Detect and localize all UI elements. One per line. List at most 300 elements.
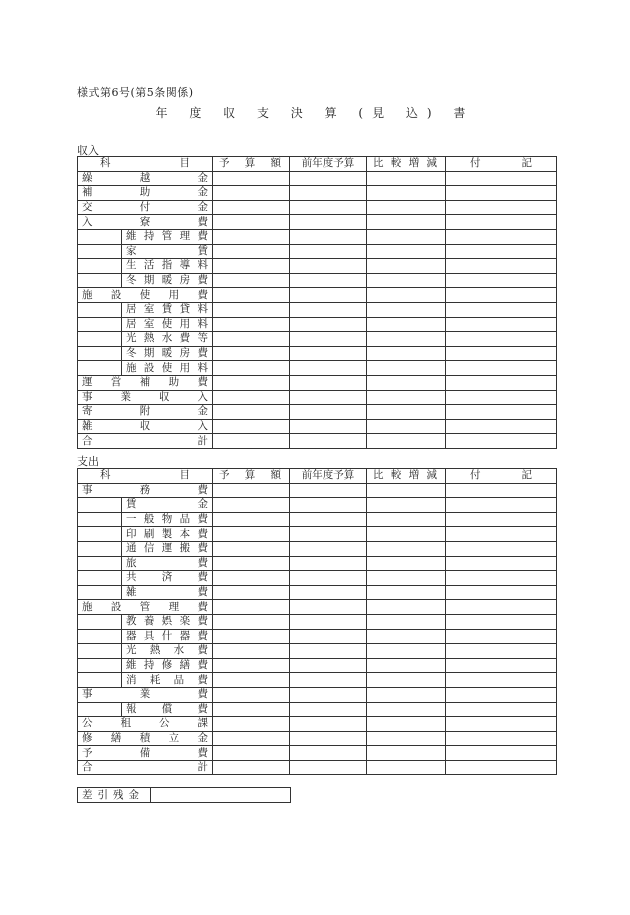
expense-note-cell[interactable] xyxy=(446,483,557,498)
income-note-cell[interactable] xyxy=(446,171,557,186)
income-budget-cell[interactable] xyxy=(213,273,290,288)
expense-compare-cell[interactable] xyxy=(367,614,446,629)
income-indent-cell xyxy=(78,259,122,274)
expense-subitem-label: 消 耗 品 費 xyxy=(126,673,208,686)
expense-budget-cell[interactable] xyxy=(213,498,290,513)
expense-prev-year-cell[interactable] xyxy=(290,483,367,498)
expense-budget-cell[interactable] xyxy=(213,731,290,746)
income-compare-cell[interactable] xyxy=(367,361,446,376)
income-compare-cell[interactable] xyxy=(367,302,446,317)
expense-row xyxy=(78,687,557,702)
income-subitem-cell xyxy=(122,259,213,274)
income-row xyxy=(78,390,557,405)
income-budget-cell[interactable] xyxy=(213,288,290,303)
income-compare-cell[interactable] xyxy=(367,390,446,405)
income-row xyxy=(78,259,557,274)
income-item-cell xyxy=(78,419,213,434)
income-prev-year-cell[interactable] xyxy=(290,200,367,215)
income-row xyxy=(78,244,557,259)
expense-prev-year-cell[interactable] xyxy=(290,585,367,600)
expense-indent-cell xyxy=(78,556,122,571)
expense-subitem-label: 賃 金 xyxy=(126,498,208,511)
expense-note-cell[interactable] xyxy=(446,614,557,629)
expense-budget-cell[interactable] xyxy=(213,760,290,775)
income-budget-cell[interactable] xyxy=(213,390,290,405)
expense-note-cell[interactable] xyxy=(446,746,557,761)
income-note-cell[interactable] xyxy=(446,302,557,317)
expense-indent-cell xyxy=(78,527,122,542)
income-prev-year-cell[interactable] xyxy=(290,171,367,186)
expense-row xyxy=(78,760,557,775)
income-note-cell[interactable] xyxy=(446,259,557,274)
expense-prev-year-cell[interactable] xyxy=(290,658,367,673)
expense-subitem-cell xyxy=(122,512,213,527)
expense-compare-cell[interactable] xyxy=(367,687,446,702)
income-row xyxy=(78,215,557,230)
expense-budget-cell[interactable] xyxy=(213,483,290,498)
income-item-cell xyxy=(78,390,213,405)
expense-note-cell[interactable] xyxy=(446,541,557,556)
income-note-cell[interactable] xyxy=(446,273,557,288)
income-budget-cell[interactable] xyxy=(213,434,290,449)
expense-row xyxy=(78,717,557,732)
income-budget-cell[interactable] xyxy=(213,332,290,347)
income-note-cell[interactable] xyxy=(446,186,557,201)
expense-compare-cell[interactable] xyxy=(367,541,446,556)
expense-col-header xyxy=(367,469,446,484)
income-col-header-label: 付 記 xyxy=(470,157,532,170)
income-compare-cell[interactable] xyxy=(367,200,446,215)
expense-prev-year-cell[interactable] xyxy=(290,541,367,556)
expense-col-header-label: 付 記 xyxy=(470,469,532,482)
income-item-cell xyxy=(78,405,213,420)
income-prev-year-cell[interactable] xyxy=(290,186,367,201)
expense-item-label: 公 租 公 課 xyxy=(82,717,208,730)
income-compare-cell[interactable] xyxy=(367,244,446,259)
expense-row xyxy=(78,556,557,571)
income-subitem-cell xyxy=(122,244,213,259)
expense-budget-cell[interactable] xyxy=(213,673,290,688)
income-item-cell xyxy=(78,200,213,215)
expense-indent-cell xyxy=(78,658,122,673)
expense-note-cell[interactable] xyxy=(446,571,557,586)
income-row xyxy=(78,171,557,186)
expense-budget-cell[interactable] xyxy=(213,556,290,571)
expense-budget-cell[interactable] xyxy=(213,512,290,527)
income-budget-cell[interactable] xyxy=(213,215,290,230)
expense-subitem-label: 一 般 物 品 費 xyxy=(126,513,208,526)
income-compare-cell[interactable] xyxy=(367,434,446,449)
expense-budget-cell[interactable] xyxy=(213,702,290,717)
income-note-cell[interactable] xyxy=(446,215,557,230)
income-compare-cell[interactable] xyxy=(367,405,446,420)
expense-note-cell[interactable] xyxy=(446,629,557,644)
expense-budget-cell[interactable] xyxy=(213,687,290,702)
expense-budget-cell[interactable] xyxy=(213,658,290,673)
expense-compare-cell[interactable] xyxy=(367,498,446,513)
expense-compare-cell[interactable] xyxy=(367,702,446,717)
expense-indent-cell xyxy=(78,702,122,717)
expense-note-cell[interactable] xyxy=(446,644,557,659)
expense-row xyxy=(78,600,557,615)
income-compare-cell[interactable] xyxy=(367,171,446,186)
expense-budget-cell[interactable] xyxy=(213,585,290,600)
income-compare-cell[interactable] xyxy=(367,317,446,332)
expense-budget-cell[interactable] xyxy=(213,571,290,586)
income-item-cell xyxy=(78,186,213,201)
expense-item-cell xyxy=(78,687,213,702)
expense-subitem-label: 通 信 運 搬 費 xyxy=(126,542,208,555)
income-note-cell[interactable] xyxy=(446,229,557,244)
income-col-header-label: 予 算 額 xyxy=(219,157,281,170)
expense-item-label: 事 業 費 xyxy=(82,688,208,701)
income-prev-year-cell[interactable] xyxy=(290,273,367,288)
expense-prev-year-cell[interactable] xyxy=(290,614,367,629)
income-item-cell xyxy=(78,434,213,449)
expense-col-header-label: 比 較 増 減 xyxy=(373,469,437,482)
income-row xyxy=(78,186,557,201)
expense-subitem-label: 雑 費 xyxy=(126,586,208,599)
income-subitem-label: 冬 期 暖 房 費 xyxy=(126,347,208,360)
expense-prev-year-cell[interactable] xyxy=(290,512,367,527)
expense-compare-cell[interactable] xyxy=(367,731,446,746)
income-subitem-cell xyxy=(122,361,213,376)
income-prev-year-cell[interactable] xyxy=(290,229,367,244)
income-note-cell[interactable] xyxy=(446,317,557,332)
expense-budget-cell[interactable] xyxy=(213,717,290,732)
expense-compare-cell[interactable] xyxy=(367,556,446,571)
expense-item-label: 予 備 費 xyxy=(82,746,208,759)
income-row xyxy=(78,434,557,449)
expense-item-cell xyxy=(78,760,213,775)
expense-item-label: 事 務 費 xyxy=(82,483,208,496)
income-budget-cell[interactable] xyxy=(213,200,290,215)
income-subitem-label: 居 室 使 用 料 xyxy=(126,317,208,330)
income-subitem-label: 光 熱 水 費 等 xyxy=(126,332,208,345)
expense-prev-year-cell[interactable] xyxy=(290,731,367,746)
income-prev-year-cell[interactable] xyxy=(290,390,367,405)
income-compare-cell[interactable] xyxy=(367,419,446,434)
income-prev-year-cell[interactable] xyxy=(290,215,367,230)
income-col-header xyxy=(213,157,290,172)
income-prev-year-cell[interactable] xyxy=(290,434,367,449)
income-compare-cell[interactable] xyxy=(367,259,446,274)
expense-note-cell[interactable] xyxy=(446,512,557,527)
expense-subitem-label: 報 償 費 xyxy=(126,702,208,715)
expense-subitem-label: 維 持 修 繕 費 xyxy=(126,659,208,672)
income-subitem-cell xyxy=(122,346,213,361)
expense-note-cell[interactable] xyxy=(446,760,557,775)
expense-budget-cell[interactable] xyxy=(213,541,290,556)
income-compare-cell[interactable] xyxy=(367,273,446,288)
expense-col-header-label: 科 目 xyxy=(100,469,190,482)
income-compare-cell[interactable] xyxy=(367,186,446,201)
income-indent-cell xyxy=(78,317,122,332)
income-row xyxy=(78,332,557,347)
income-item-label: 補 助 金 xyxy=(82,186,208,199)
expense-budget-cell[interactable] xyxy=(213,527,290,542)
expense-compare-cell[interactable] xyxy=(367,527,446,542)
expense-compare-cell[interactable] xyxy=(367,644,446,659)
income-item-label: 事 業 収 入 xyxy=(82,390,208,403)
expense-item-label: 修 繕 積 立 金 xyxy=(82,731,208,744)
expense-subitem-cell xyxy=(122,571,213,586)
expense-row xyxy=(78,702,557,717)
income-indent-cell xyxy=(78,332,122,347)
expense-row xyxy=(78,629,557,644)
income-item-cell xyxy=(78,171,213,186)
expense-compare-cell[interactable] xyxy=(367,512,446,527)
expense-subitem-cell xyxy=(122,527,213,542)
expense-prev-year-cell[interactable] xyxy=(290,746,367,761)
expense-prev-year-cell[interactable] xyxy=(290,702,367,717)
expense-compare-cell[interactable] xyxy=(367,585,446,600)
income-note-cell[interactable] xyxy=(446,332,557,347)
expense-row xyxy=(78,527,557,542)
income-indent-cell xyxy=(78,244,122,259)
expense-budget-cell[interactable] xyxy=(213,600,290,615)
income-col-header xyxy=(446,157,557,172)
income-budget-cell[interactable] xyxy=(213,186,290,201)
income-compare-cell[interactable] xyxy=(367,288,446,303)
expense-prev-year-cell[interactable] xyxy=(290,571,367,586)
expense-budget-cell[interactable] xyxy=(213,644,290,659)
income-prev-year-cell[interactable] xyxy=(290,259,367,274)
income-budget-cell[interactable] xyxy=(213,229,290,244)
expense-budget-cell[interactable] xyxy=(213,629,290,644)
expense-item-cell xyxy=(78,731,213,746)
expense-subitem-label: 器 具 什 器 費 xyxy=(126,629,208,642)
expense-compare-cell[interactable] xyxy=(367,571,446,586)
income-compare-cell[interactable] xyxy=(367,346,446,361)
expense-subitem-cell xyxy=(122,702,213,717)
income-note-cell[interactable] xyxy=(446,419,557,434)
expense-prev-year-cell[interactable] xyxy=(290,498,367,513)
expense-item-label: 合 計 xyxy=(82,761,208,774)
income-budget-cell[interactable] xyxy=(213,171,290,186)
income-budget-cell[interactable] xyxy=(213,375,290,390)
expense-section-label: 支出 xyxy=(77,455,99,468)
income-budget-cell[interactable] xyxy=(213,361,290,376)
expense-row xyxy=(78,746,557,761)
expense-compare-cell[interactable] xyxy=(367,746,446,761)
income-row xyxy=(78,317,557,332)
expense-budget-cell[interactable] xyxy=(213,746,290,761)
expense-prev-year-cell[interactable] xyxy=(290,644,367,659)
income-item-label: 運 営 補 助 費 xyxy=(82,376,208,389)
income-prev-year-cell[interactable] xyxy=(290,405,367,420)
income-subitem-cell xyxy=(122,302,213,317)
income-item-label: 交 付 金 xyxy=(82,201,208,214)
expense-row xyxy=(78,658,557,673)
income-budget-cell[interactable] xyxy=(213,405,290,420)
income-note-cell[interactable] xyxy=(446,375,557,390)
expense-col-header xyxy=(78,469,213,484)
income-subitem-cell xyxy=(122,317,213,332)
income-row xyxy=(78,346,557,361)
income-item-label: 合 計 xyxy=(82,434,208,447)
expense-subitem-cell xyxy=(122,541,213,556)
income-row xyxy=(78,200,557,215)
income-row xyxy=(78,302,557,317)
income-note-cell[interactable] xyxy=(446,244,557,259)
income-subitem-cell xyxy=(122,332,213,347)
income-compare-cell[interactable] xyxy=(367,332,446,347)
expense-indent-cell xyxy=(78,498,122,513)
income-subitem-label: 冬 期 暖 房 費 xyxy=(126,274,208,287)
expense-indent-cell xyxy=(78,614,122,629)
expense-indent-cell xyxy=(78,629,122,644)
income-budget-cell[interactable] xyxy=(213,259,290,274)
income-indent-cell xyxy=(78,302,122,317)
income-budget-cell[interactable] xyxy=(213,302,290,317)
income-subitem-label: 居 室 賃 貸 料 xyxy=(126,303,208,316)
expense-row xyxy=(78,498,557,513)
expense-note-cell[interactable] xyxy=(446,658,557,673)
expense-prev-year-cell[interactable] xyxy=(290,556,367,571)
expense-note-cell[interactable] xyxy=(446,731,557,746)
income-prev-year-cell[interactable] xyxy=(290,361,367,376)
expense-compare-cell[interactable] xyxy=(367,673,446,688)
income-prev-year-cell[interactable] xyxy=(290,419,367,434)
expense-subitem-label: 旅 費 xyxy=(126,556,208,569)
income-prev-year-cell[interactable] xyxy=(290,375,367,390)
balance-value-field[interactable] xyxy=(151,788,290,802)
income-indent-cell xyxy=(78,273,122,288)
expense-subitem-cell xyxy=(122,556,213,571)
expense-note-cell[interactable] xyxy=(446,702,557,717)
expense-note-cell[interactable] xyxy=(446,498,557,513)
income-prev-year-cell[interactable] xyxy=(290,332,367,347)
income-header-row xyxy=(78,157,557,172)
expense-prev-year-cell[interactable] xyxy=(290,717,367,732)
expense-compare-cell[interactable] xyxy=(367,483,446,498)
expense-subitem-label: 教 養 娯 楽 費 xyxy=(126,615,208,628)
income-note-cell[interactable] xyxy=(446,288,557,303)
income-row xyxy=(78,288,557,303)
expense-subitem-cell xyxy=(122,614,213,629)
income-note-cell[interactable] xyxy=(446,361,557,376)
expense-note-cell[interactable] xyxy=(446,556,557,571)
expense-compare-cell[interactable] xyxy=(367,629,446,644)
income-compare-cell[interactable] xyxy=(367,215,446,230)
expense-subitem-cell xyxy=(122,644,213,659)
expense-note-cell[interactable] xyxy=(446,673,557,688)
balance-box xyxy=(77,787,291,803)
income-table xyxy=(77,156,557,449)
expense-compare-cell[interactable] xyxy=(367,717,446,732)
income-indent-cell xyxy=(78,346,122,361)
expense-subitem-cell xyxy=(122,629,213,644)
expense-subitem-label: 光 熱 水 費 xyxy=(126,644,208,657)
expense-note-cell[interactable] xyxy=(446,527,557,542)
expense-prev-year-cell[interactable] xyxy=(290,687,367,702)
expense-note-cell[interactable] xyxy=(446,600,557,615)
expense-indent-cell xyxy=(78,541,122,556)
income-row xyxy=(78,273,557,288)
income-compare-cell[interactable] xyxy=(367,229,446,244)
income-item-cell xyxy=(78,288,213,303)
expense-item-cell xyxy=(78,483,213,498)
expense-prev-year-cell[interactable] xyxy=(290,760,367,775)
expense-indent-cell xyxy=(78,644,122,659)
income-item-cell xyxy=(78,375,213,390)
expense-row xyxy=(78,512,557,527)
expense-prev-year-cell[interactable] xyxy=(290,600,367,615)
expense-subitem-cell xyxy=(122,673,213,688)
expense-header-row xyxy=(78,469,557,484)
expense-table xyxy=(77,468,557,775)
expense-row xyxy=(78,585,557,600)
income-prev-year-cell[interactable] xyxy=(290,317,367,332)
expense-row xyxy=(78,571,557,586)
income-note-cell[interactable] xyxy=(446,434,557,449)
income-col-header-label: 比 較 増 減 xyxy=(373,157,437,170)
expense-prev-year-cell[interactable] xyxy=(290,527,367,542)
income-note-cell[interactable] xyxy=(446,200,557,215)
expense-col-header xyxy=(446,469,557,484)
income-compare-cell[interactable] xyxy=(367,375,446,390)
income-subitem-cell xyxy=(122,229,213,244)
expense-prev-year-cell[interactable] xyxy=(290,629,367,644)
expense-indent-cell xyxy=(78,571,122,586)
income-col-header-label: 科 目 xyxy=(100,157,190,170)
expense-row xyxy=(78,644,557,659)
income-prev-year-cell[interactable] xyxy=(290,302,367,317)
expense-col-header xyxy=(213,469,290,484)
income-row xyxy=(78,361,557,376)
income-budget-cell[interactable] xyxy=(213,244,290,259)
expense-indent-cell xyxy=(78,512,122,527)
income-note-cell[interactable] xyxy=(446,405,557,420)
expense-compare-cell[interactable] xyxy=(367,658,446,673)
expense-indent-cell xyxy=(78,585,122,600)
expense-row xyxy=(78,483,557,498)
expense-subitem-cell xyxy=(122,498,213,513)
expense-prev-year-cell[interactable] xyxy=(290,673,367,688)
expense-note-cell[interactable] xyxy=(446,717,557,732)
income-note-cell[interactable] xyxy=(446,390,557,405)
expense-item-cell xyxy=(78,600,213,615)
expense-col-header-label: 予 算 額 xyxy=(219,469,281,482)
income-indent-cell xyxy=(78,229,122,244)
income-note-cell[interactable] xyxy=(446,346,557,361)
expense-compare-cell[interactable] xyxy=(367,600,446,615)
income-subitem-cell xyxy=(122,273,213,288)
expense-budget-cell[interactable] xyxy=(213,614,290,629)
expense-compare-cell[interactable] xyxy=(367,760,446,775)
income-budget-cell[interactable] xyxy=(213,317,290,332)
income-item-cell xyxy=(78,215,213,230)
income-col-header: 前年度予算 xyxy=(290,157,367,172)
expense-note-cell[interactable] xyxy=(446,687,557,702)
income-prev-year-cell[interactable] xyxy=(290,346,367,361)
income-item-label: 入 寮 費 xyxy=(82,215,208,228)
expense-note-cell[interactable] xyxy=(446,585,557,600)
form-number: 様式第6号(第5条関係) xyxy=(77,86,194,99)
income-budget-cell[interactable] xyxy=(213,346,290,361)
expense-item-cell xyxy=(78,746,213,761)
income-prev-year-cell[interactable] xyxy=(290,288,367,303)
expense-row xyxy=(78,673,557,688)
income-subitem-label: 家 賃 xyxy=(126,244,208,257)
expense-item-label: 施 設 管 理 費 xyxy=(82,600,208,613)
expense-row xyxy=(78,541,557,556)
income-prev-year-cell[interactable] xyxy=(290,244,367,259)
income-subitem-label: 施 設 使 用 料 xyxy=(126,361,208,374)
income-row xyxy=(78,375,557,390)
income-budget-cell[interactable] xyxy=(213,419,290,434)
